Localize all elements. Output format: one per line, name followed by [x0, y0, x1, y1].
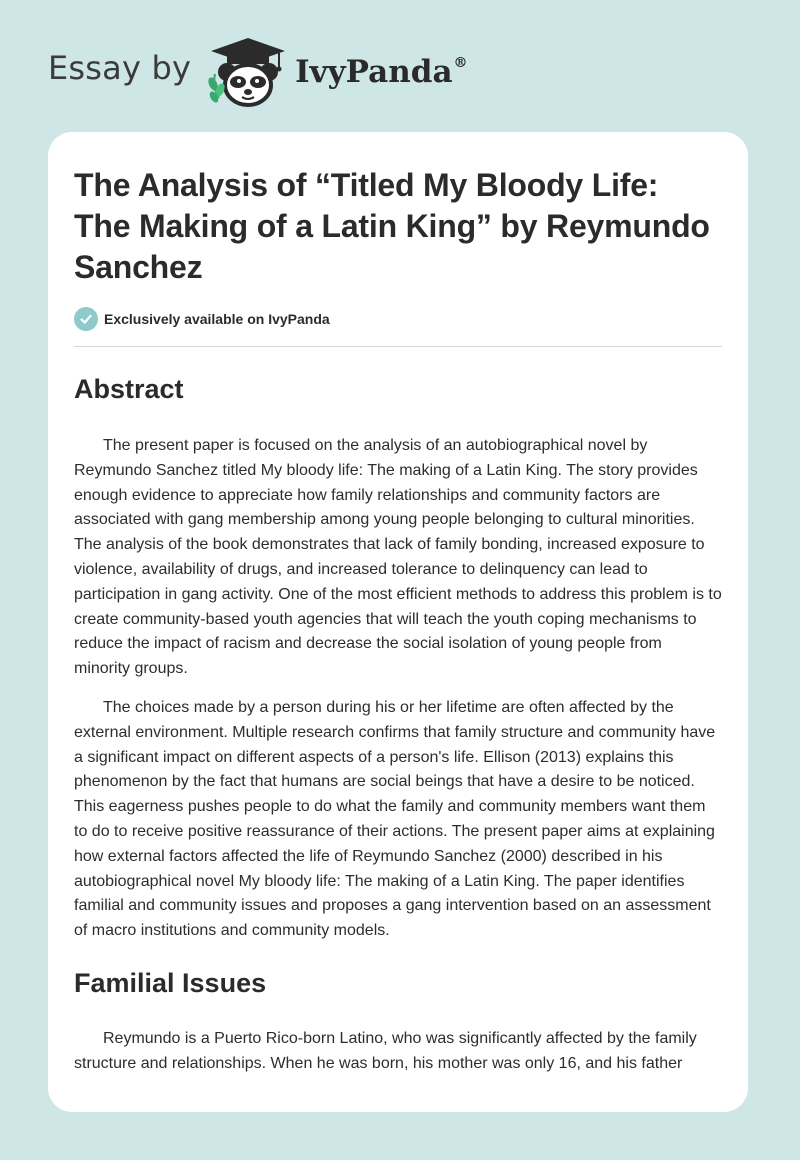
essay-card — [48, 132, 748, 1112]
badge-text: Exclusively available on IvyPanda — [104, 311, 330, 327]
paragraph: The choices made by a person during his or her lifetime are often affected by the external environment. Multiple research confirms that family structure and community have a significant impact on different aspects of a person's life. Ellison (2013) explains this phenomenon by the fact that humans are social beings that have a desire to be noticed. This eagerness pushes people to do what the family and community members want them to do to receive positive reassurance of their actions. The present paper aims at explaining how external factors affected the life of Reymundo Sanchez (2000) described in his autobiographical novel My bloody life: The making of a Latin King. The paper identifies familial and community issues and proposes a gang intervention based on an assessment of macro institutions and community models. — [74, 698, 716, 940]
check-icon — [74, 307, 98, 331]
essay-title: The Analysis of “Titled My Bloody Life: The Making of a Latin King” by Reymundo Sanchez — [74, 167, 710, 285]
section-heading-abstract: Abstract — [74, 374, 184, 404]
paragraph: Reymundo is a Puerto Rico-born Latino, who was significantly affected by the family structure and relationships. When he was born, his mother was only 16, and his father — [74, 1029, 697, 1072]
paragraph: The present paper is focused on the analysis of an autobiographical novel by Reymundo Sanchez titled My bloody life: The making of a Latin King. The story provides enough evidence to appreciate how family relationships and community factors are associated with gang membership among young people belonging to cultural minorities. The analysis of the book demonstrates that lack of family bonding, increased exposure to violence, availability of drugs, and increased tolerance to delinquency can lead to participation in gang activity. One of the most efficient methods to address this problem is to create community-based youth agencies that will teach the youth coping mechanisms to reduce the impact of racism and decrease the social isolation of young people from minority groups. — [74, 437, 722, 678]
essay-by-label: Essay by — [48, 49, 192, 87]
ivypanda-logo[interactable] — [205, 34, 467, 110]
divider — [74, 346, 722, 347]
panda-graduate-icon — [205, 34, 291, 110]
trademark: ® — [453, 54, 468, 71]
exclusive-badge — [74, 307, 722, 331]
brand-name: IvyPanda® — [295, 54, 468, 90]
site-header — [48, 34, 468, 110]
section-heading-familial-issues: Familial Issues — [74, 967, 267, 998]
